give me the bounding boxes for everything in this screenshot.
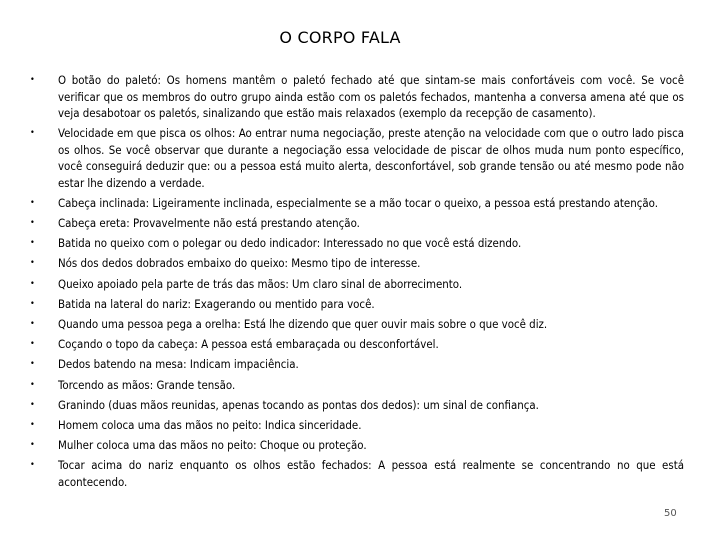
bullet-text: Homem coloca uma das mãos no peito: Indica sinceridade. [58,417,362,432]
bullet-list [28,72,684,494]
bullet-text: Batida no queixo com o polegar ou dedo indicador: Interessado no que você está dizendo. [58,236,522,251]
bullet-text: O botão do paletó: Os homens mantêm o paletó fechado até que sintam-se mais confortáveis com você. Se você verificar que os membros do outro grupo ainda estão com os paletós fechados, mantenha a conversa amena até que os veja desabotoar os paletós, sinalizando que estão mais relaxados (exemplo da recepção de casamento). [58,73,684,120]
bullet-dot-icon: • [30,419,35,430]
bullet-item [28,296,684,313]
page-number: 50 [664,508,677,519]
bullet-text: Queixo apoiado pela parte de trás das mãos: Um claro sinal de aborrecimento. [58,276,463,291]
bullet-item [28,235,684,252]
bullet-dot-icon: • [30,460,35,471]
bullet-item [28,457,684,490]
bullet-dot-icon: • [30,75,35,85]
bullet-text: Velocidade em que pisca os olhos: Ao entrar numa negociação, preste atenção na velocidade com que o outro lado pisca os olhos. Se você observar que durante a negociação essa velocidade de piscar de olhos muda num ponto específico, você conseguirá deduzir que: ou a pessoa está muito alerta, desconfortável, sob grande tensão ou até mesmo pode não estar lhe dizendo a verdade. [58,126,684,190]
bullet-dot-icon: • [30,238,35,249]
bullet-item [28,195,684,212]
bullet-item [28,377,684,394]
bullet-dot-icon: • [30,197,35,208]
bullet-text: Dedos batendo na mesa: Indicam impaciência. [58,357,299,372]
bullet-item [28,417,684,434]
bullet-item [28,276,684,293]
bullet-dot-icon: • [30,359,35,370]
bullet-dot-icon: • [30,399,35,410]
bullet-item [28,356,684,373]
bullet-text: Granindo (duas mãos reunidas, apenas tocando as pontas dos dedos): um sinal de confiança. [58,397,539,412]
bullet-text: Cabeça ereta: Provavelmente não está prestando atenção. [58,216,360,231]
bullet-dot-icon: • [30,440,35,451]
bullet-text: Torcendo as mãos: Grande tensão. [58,377,236,392]
bullet-item [28,437,684,454]
bullet-text: Tocar acima do nariz enquanto os olhos estão fechados: A pessoa está realmente se concentrando no que está acontecendo. [58,458,684,489]
bullet-item [28,336,684,353]
bullet-text: Mulher coloca uma das mãos no peito: Choque ou proteção. [58,438,367,453]
bullet-item [28,397,684,414]
bullet-dot-icon: • [30,218,35,229]
bullet-text: Nós dos dedos dobrados embaixo do queixo: Mesmo tipo de interesse. [58,256,421,271]
bullet-text: Quando uma pessoa pega a orelha: Está lhe dizendo que quer ouvir mais sobre o que você diz. [58,317,548,331]
bullet-dot-icon: • [30,319,35,329]
bullet-item [28,215,684,232]
bullet-item [28,255,684,272]
bullet-dot-icon: • [30,298,35,309]
bullet-item [28,125,684,191]
bullet-dot-icon: • [30,278,35,289]
bullet-text: Cabeça inclinada: Ligeiramente inclinada, especialmente se a mão tocar o queixo, a pessoa está prestando atenção. [58,195,658,210]
bullet-item [28,316,684,333]
bullet-dot-icon: • [30,379,35,390]
bullet-dot-icon: • [30,339,35,350]
slide-title: O CORPO FALA [279,28,401,47]
bullet-dot-icon: • [30,128,35,139]
bullet-text: Batida na lateral do nariz: Exagerando ou mentido para você. [58,296,375,311]
bullet-text: Coçando o topo da cabeça: A pessoa está embaraçada ou desconfortável. [58,337,439,352]
bullet-item [28,72,684,122]
bullet-dot-icon: • [30,258,35,269]
